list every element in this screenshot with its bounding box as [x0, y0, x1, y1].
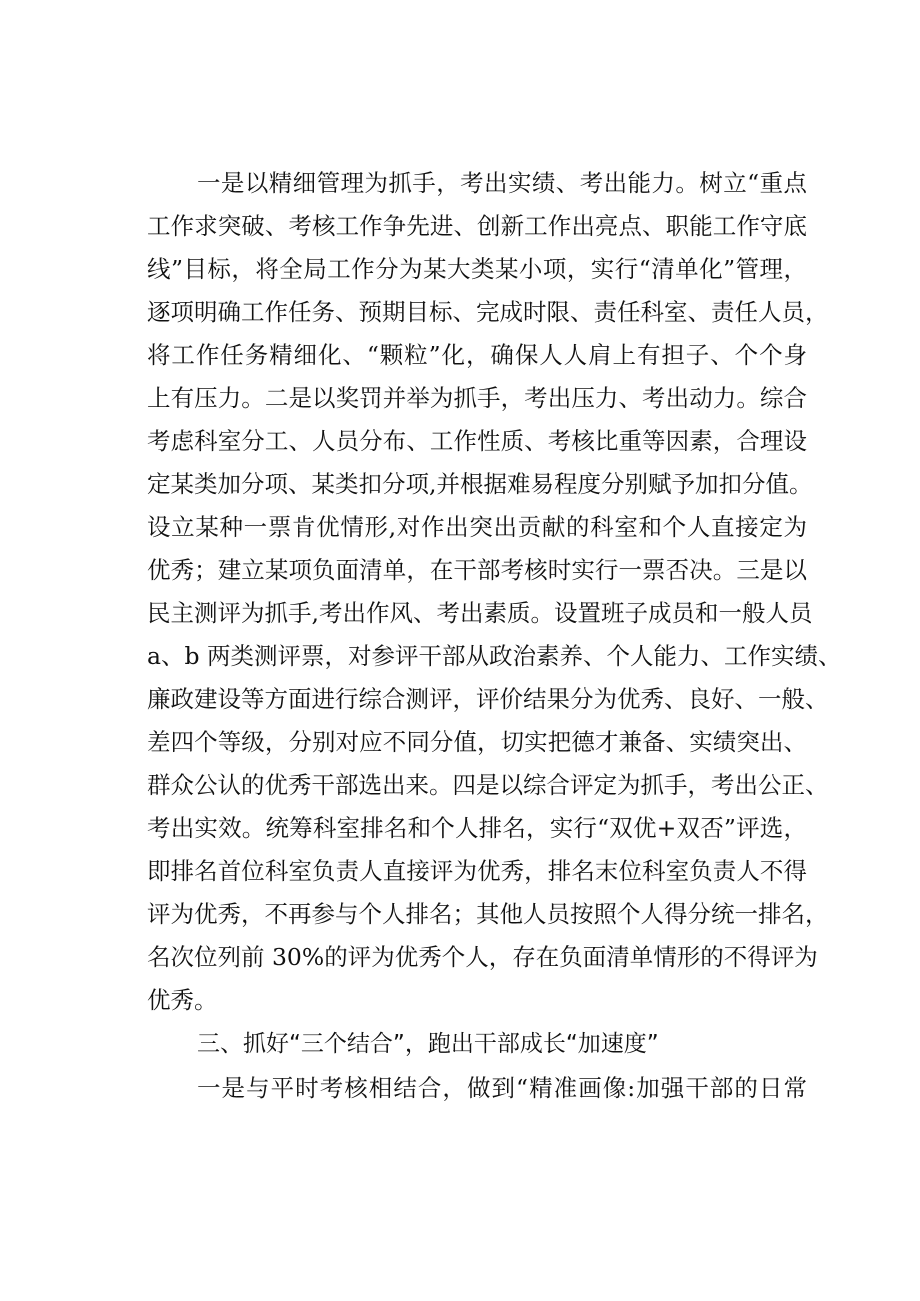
paragraph-line: 一是与平时考核相结合，做到“精准画像:加强干部的日常 — [197, 1074, 807, 1102]
paragraph-line: 定某类加分项、某类扣分项,并根据难易程度分别赋予加扣分值。 — [147, 470, 813, 498]
paragraph-line: 线”目标，将全局工作分为某大类某小项，实行“清单化”管理， — [147, 255, 807, 283]
paragraph-line: 廉政建设等方面进行综合测评，评价结果分为优秀、良好、一般、 — [147, 685, 829, 713]
paragraph-line: 即排名首位科室负责人直接评为优秀，排名末位科室负责人不得 — [147, 857, 807, 885]
paragraph-line: 考出实效。统筹科室排名和个人排名，实行“双优+双否”评选， — [147, 814, 807, 842]
paragraph-line: 考虑科室分工、人员分布、工作性质、考核比重等因素，合理设 — [147, 427, 807, 455]
paragraph-line: 名次位列前 30%的评为优秀个人，存在负面清单情形的不得评为 — [147, 943, 818, 971]
paragraph-line: 工作求突破、考核工作争先进、创新工作出亮点、职能工作守底 — [147, 212, 807, 240]
paragraph-line: 群众公认的优秀干部选出来。四是以综合评定为抓手，考出公正、 — [147, 771, 829, 799]
paragraph-line: 民主测评为抓手,考出作风、考出素质。设置班子成员和一般人员 — [147, 599, 813, 627]
paragraph-line-last: 优秀。 — [147, 986, 218, 1014]
paragraph-line: 优秀；建立某项负面清单，在干部考核时实行一票否决。三是以 — [147, 556, 807, 584]
paragraph-line: 差四个等级，分别对应不同分值，切实把德才兼备、实绩突出、 — [147, 728, 807, 756]
paragraph-line: 将工作任务精细化、“颗粒”化，确保人人肩上有担子、个个身 — [147, 341, 807, 369]
section-heading: 三、抓好“三个结合”，跑出干部成长“加速度” — [197, 1031, 659, 1057]
paragraph-line: a、b 两类测评票，对参评干部从政治素养、个人能力、工作实绩、 — [147, 642, 842, 670]
paragraph-line: 评为优秀，不再参与个人排名；其他人员按照个人得分统一排名， — [147, 900, 829, 928]
paragraph-line: 逐项明确工作任务、预期目标、完成时限、责任科室、责任人员， — [147, 298, 829, 326]
paragraph-line: 设立某种一票肯优情形,对作出突出贡献的科室和个人直接定为 — [147, 513, 807, 541]
paragraph-line: 上有压力。二是以奖罚并举为抓手，考出压力、考出动力。综合 — [147, 384, 807, 412]
paragraph-line: 一是以精细管理为抓手，考出实绩、考出能力。树立“重点 — [197, 169, 807, 197]
